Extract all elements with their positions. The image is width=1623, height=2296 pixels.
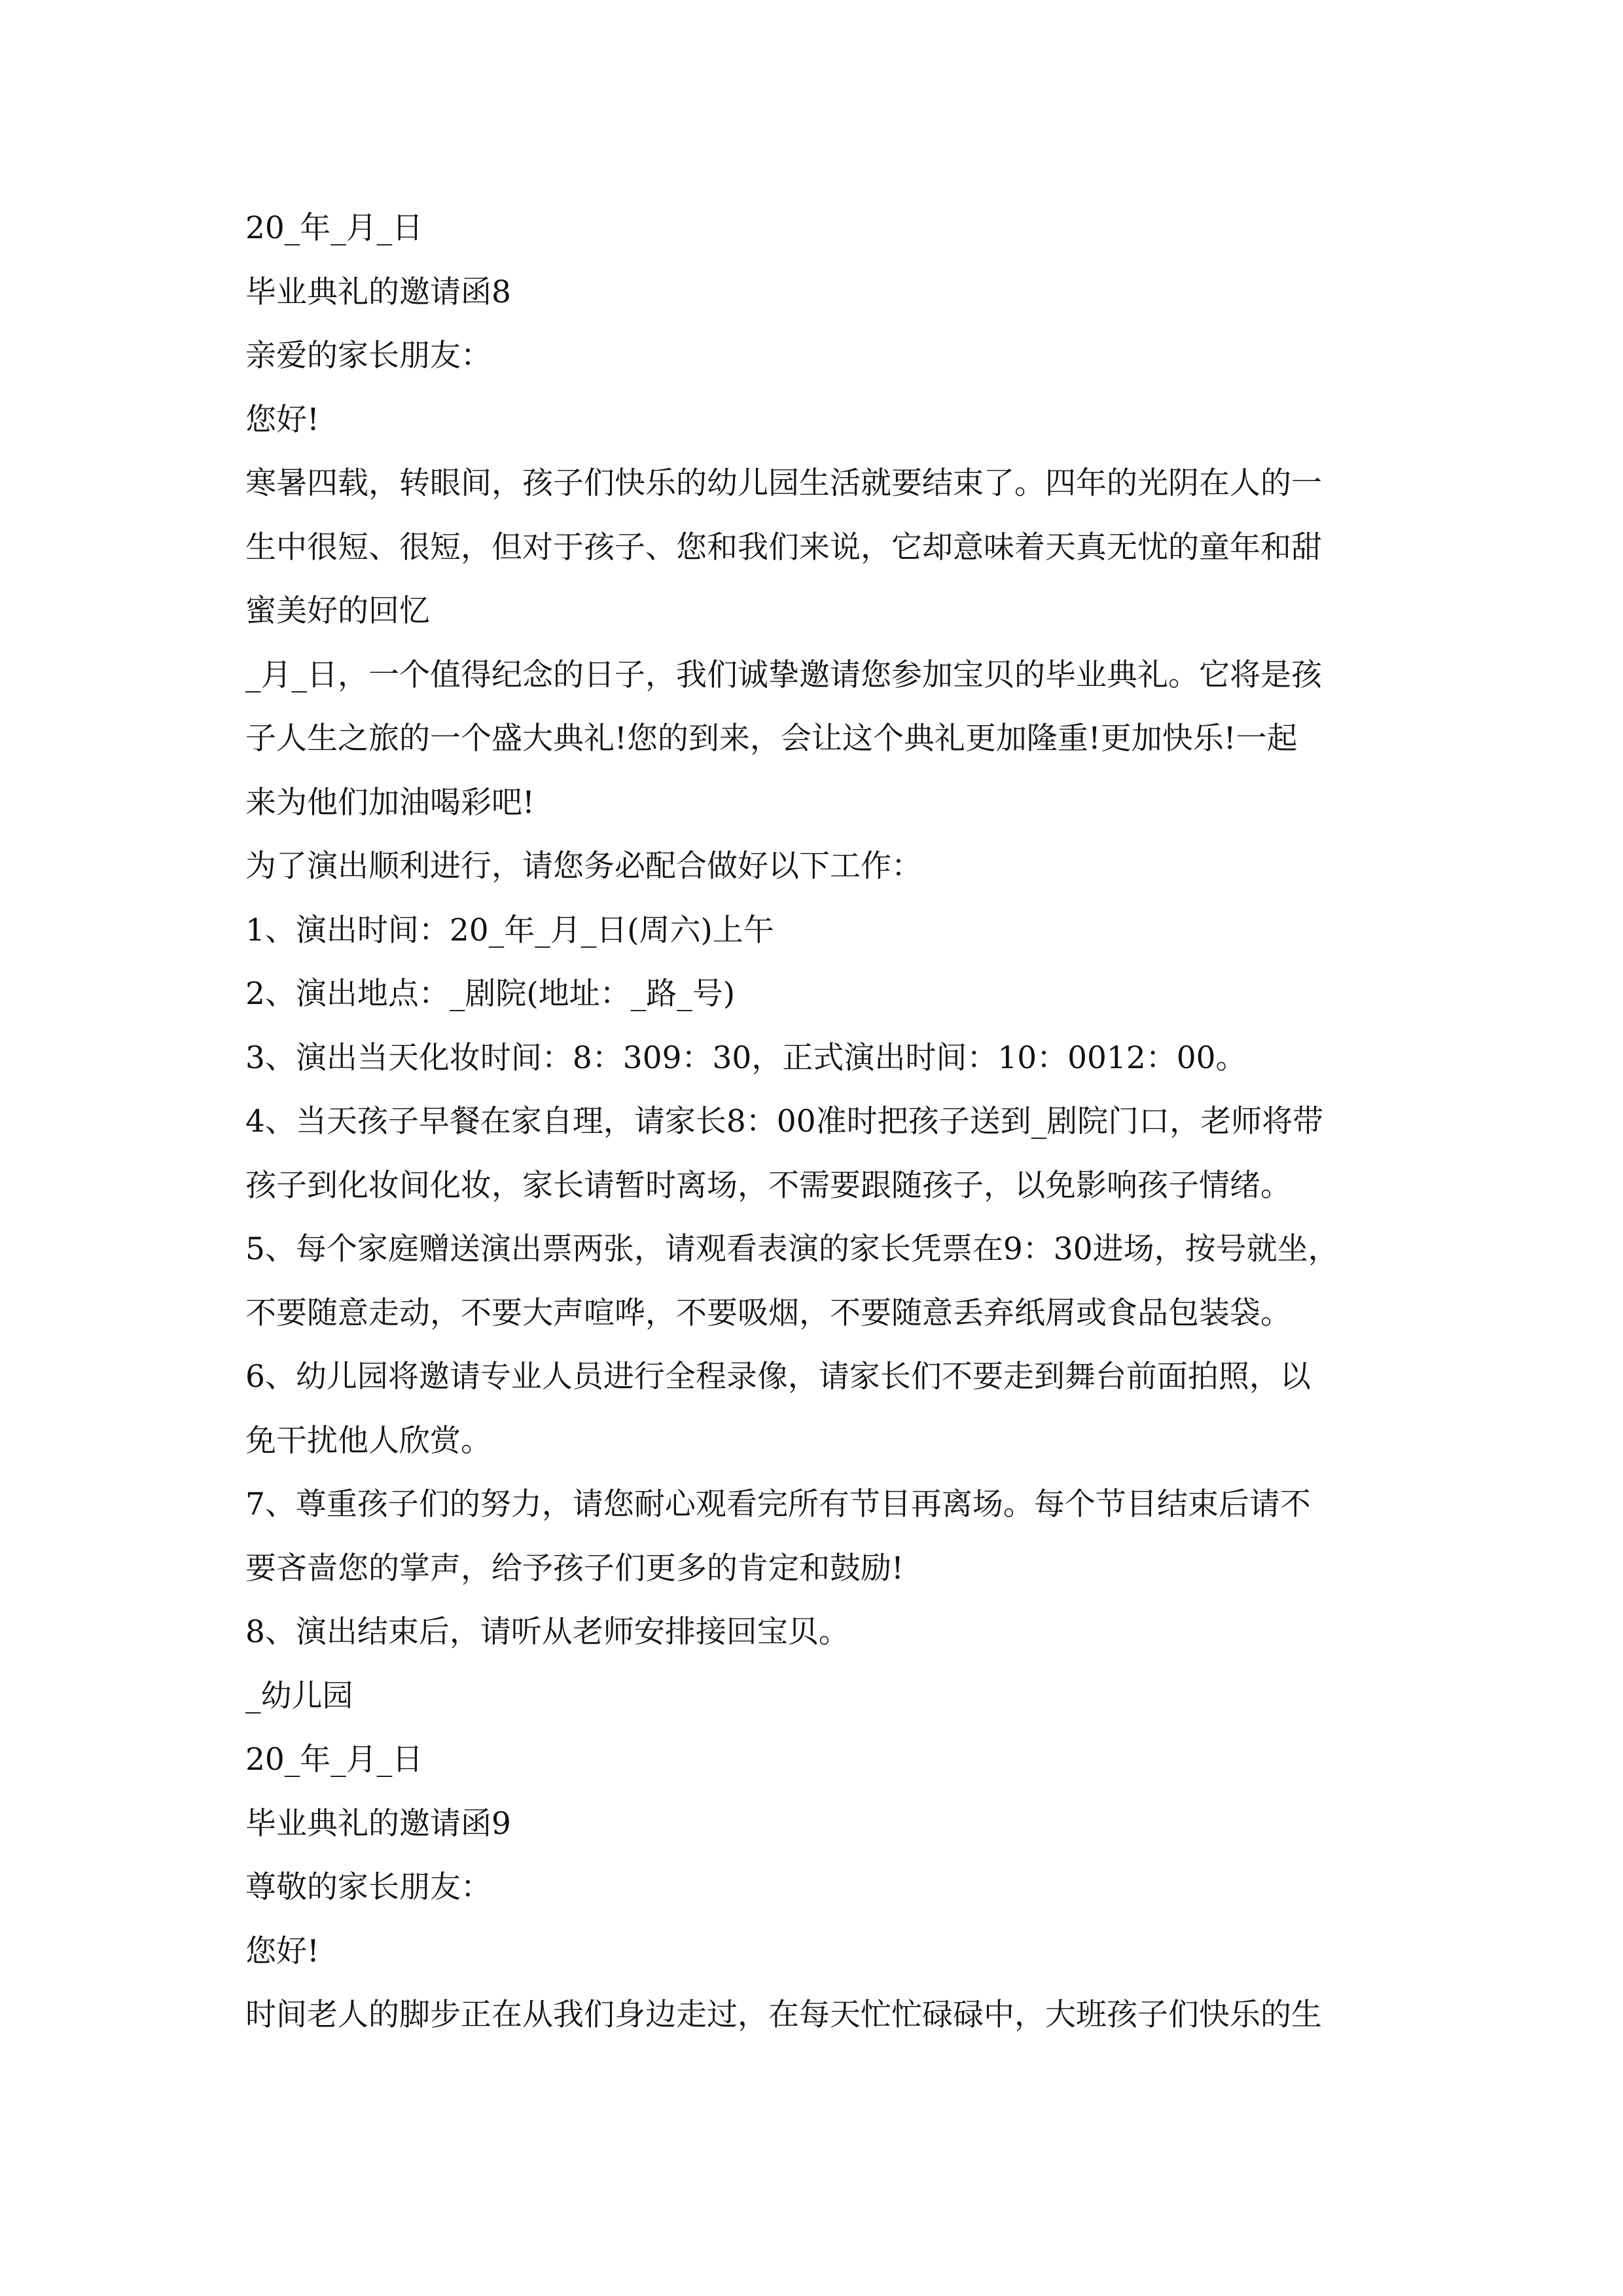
paragraph-line: _月_日，一个值得纪念的日子，我们诚挚邀请您参加宝贝的毕业典礼。它将是孩 — [245, 656, 1322, 693]
salutation: 亲爱的家长朋友： — [245, 338, 491, 374]
date-line: 20_年_月_日 — [245, 210, 423, 246]
list-item: 1、演出时间：20_年_月_日(周六)上午 — [245, 912, 774, 948]
list-item-continuation: 不要随意走动，不要大声喧哗，不要吸烟，不要随意丢弃纸屑或食品包装袋。 — [245, 1295, 1291, 1331]
list-item: 8、演出结束后，请听从老师安排接回宝贝。 — [245, 1614, 849, 1650]
greeting: 您好! — [245, 1933, 319, 1969]
list-item: 5、每个家庭赠送演出票两张，请观看表演的家长凭票在9：30进场，按号就坐， — [245, 1231, 1339, 1267]
list-item-continuation: 要吝啬您的掌声，给予孩子们更多的肯定和鼓励! — [245, 1550, 904, 1587]
signature: _幼儿园 — [245, 1677, 353, 1714]
paragraph-line: 寒暑四载，转眼间，孩子们快乐的幼儿园生活就要结束了。四年的光阴在人的一 — [245, 465, 1322, 501]
list-item-continuation: 孩子到化妆间化妆，家长请暂时离场，不需要跟随孩子，以免影响孩子情绪。 — [245, 1167, 1291, 1204]
paragraph-line: 来为他们加油喝彩吧! — [245, 784, 535, 821]
paragraph-line: 时间老人的脚步正在从我们身边走过，在每天忙忙碌碌中，大班孩子们快乐的生 — [245, 1997, 1322, 2033]
paragraph-line: 为了演出顺利进行，请您务必配合做好以下工作： — [245, 848, 922, 884]
list-item-continuation: 免干扰他人欣赏。 — [245, 1422, 491, 1459]
section-heading: 毕业典礼的邀请函8 — [245, 274, 511, 310]
salutation: 尊敬的家长朋友： — [245, 1869, 491, 1905]
list-item: 6、幼儿园将邀请专业人员进行全程录像，请家长们不要走到舞台前面拍照，以 — [245, 1359, 1311, 1395]
section-heading: 毕业典礼的邀请函9 — [245, 1805, 511, 1842]
date-line: 20_年_月_日 — [245, 1742, 423, 1778]
paragraph-line: 子人生之旅的一个盛大典礼!您的到来，会让这个典礼更加隆重!更加快乐!一起 — [245, 721, 1298, 757]
list-item: 2、演出地点：_剧院(地址：_路_号) — [245, 976, 736, 1012]
list-item: 7、尊重孩子们的努力，请您耐心观看完所有节目再离场。每个节目结束后请不 — [245, 1486, 1311, 1522]
list-item: 4、当天孩子早餐在家自理，请家长8：00准时把孩子送到_剧院门口，老师将带 — [245, 1103, 1324, 1139]
paragraph-line: 蜜美好的回忆 — [245, 593, 430, 629]
paragraph-line: 生中很短、很短，但对于孩子、您和我们来说，它却意味着天真无忧的童年和甜 — [245, 529, 1322, 565]
greeting: 您好! — [245, 401, 319, 438]
list-item: 3、演出当天化妆时间：8：309：30，正式演出时间：10：0012：00。 — [245, 1039, 1247, 1076]
document-body — [245, 196, 1378, 2047]
